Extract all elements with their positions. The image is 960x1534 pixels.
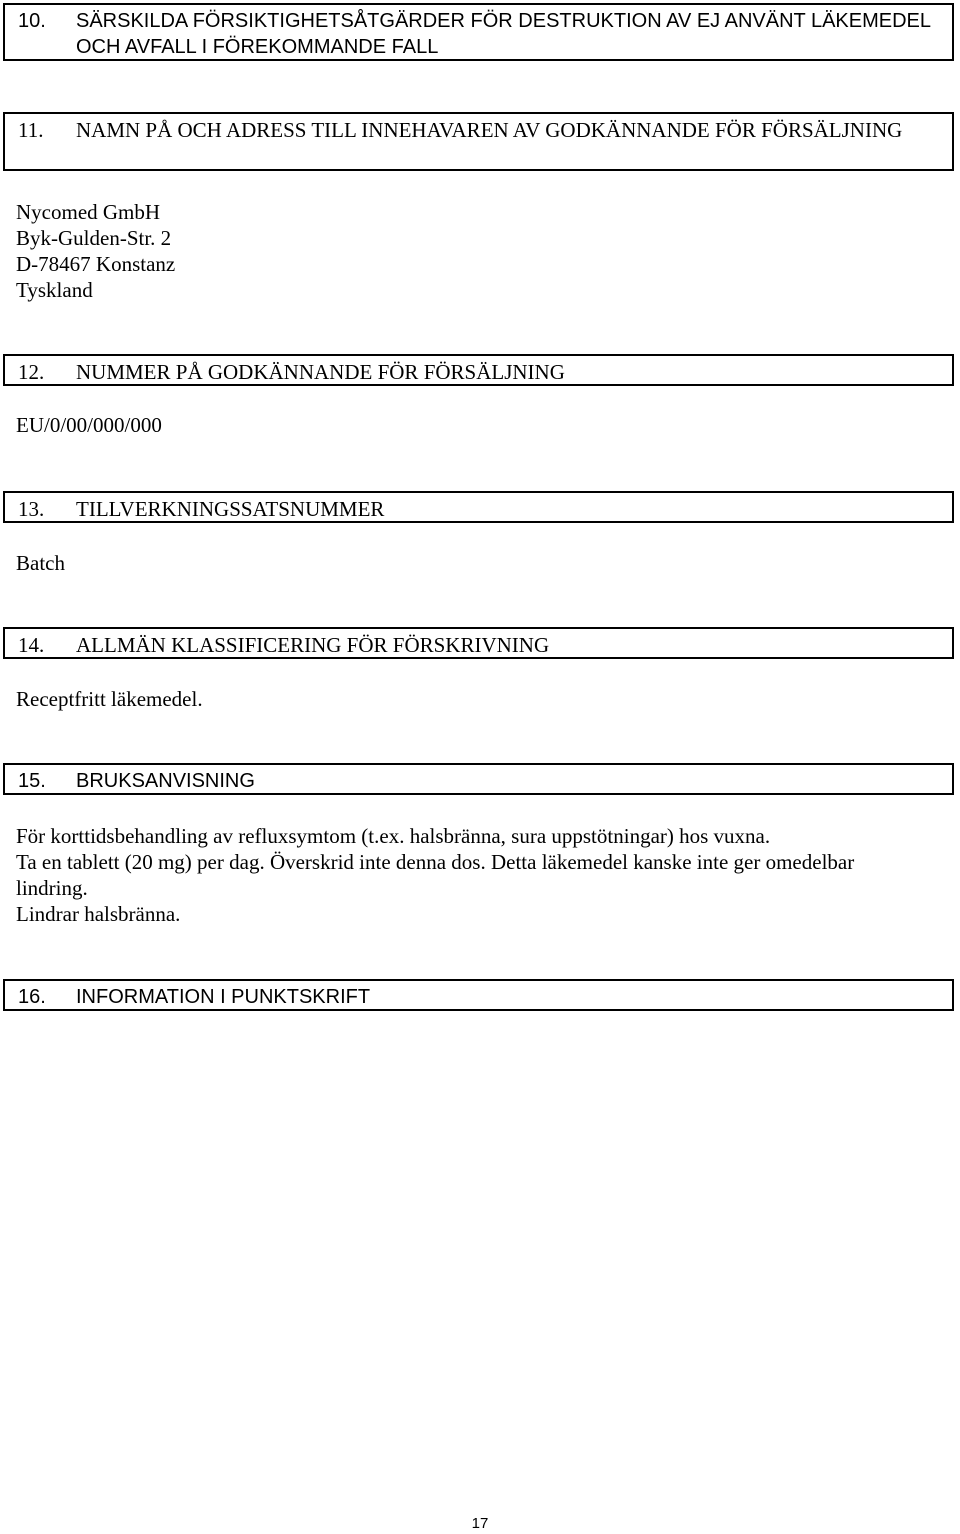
instructions-line-3: lindring.	[16, 876, 88, 900]
section-10-title: SÄRSKILDA FÖRSIKTIGHETSÅTGÄRDER FÖR DESTRUKTION AV EJ ANVÄNT LÄKEMEDEL OCH AVFALL I FÖREKOMMANDE FALL	[76, 10, 931, 58]
section-15-title: BRUKSANVISNING	[76, 770, 255, 792]
authorisation-number: EU/0/00/000/000	[16, 413, 162, 437]
section-13-number: 13.	[18, 497, 45, 521]
section-16-header	[3, 979, 954, 1011]
holder-city: D-78467 Konstanz	[16, 252, 176, 276]
section-12-number: 12.	[18, 360, 45, 384]
section-10-header	[3, 3, 954, 61]
section-11-title: NAMN PÅ OCH ADRESS TILL INNEHAVAREN AV GODKÄNNANDE FÖR FÖRSÄLJNING	[76, 118, 903, 142]
section-14-title: ALLMÄN KLASSIFICERING FÖR FÖRSKRIVNING	[76, 633, 550, 657]
instructions-line-2: Ta en tablett (20 mg) per dag. Överskrid inte denna dos. Detta läkemedel kanske inte ger omedelbar	[16, 850, 855, 874]
section-14-number: 14.	[18, 633, 45, 657]
classification-text: Receptfritt läkemedel.	[16, 687, 203, 711]
holder-name: Nycomed GmbH	[16, 200, 161, 224]
section-11-content	[16, 199, 175, 303]
holder-country: Tyskland	[16, 278, 93, 302]
instructions-line-1: För korttidsbehandling av refluxsymtom (t.ex. halsbränna, sura uppstötningar) hos vuxna.	[16, 824, 771, 848]
holder-street: Byk-Gulden-Str. 2	[16, 226, 172, 250]
section-12-header	[3, 354, 954, 386]
section-10-number: 10.	[18, 10, 46, 32]
batch-label: Batch	[16, 551, 65, 575]
section-12-title: NUMMER PÅ GODKÄNNANDE FÖR FÖRSÄLJNING	[76, 360, 565, 384]
section-12-content	[16, 412, 162, 438]
instructions-line-4: Lindrar halsbränna.	[16, 902, 181, 926]
section-15-number: 15.	[18, 770, 46, 792]
section-16-number: 16.	[18, 986, 46, 1008]
section-14-content	[16, 686, 203, 712]
section-11-header	[3, 112, 954, 171]
section-13-content	[16, 550, 65, 576]
section-13-header	[3, 491, 954, 523]
section-13-title: TILLVERKNINGSSATSNUMMER	[76, 497, 385, 521]
section-15-content	[16, 823, 854, 927]
page-number: 17	[471, 1515, 489, 1532]
section-16-title: INFORMATION I PUNKTSKRIFT	[76, 986, 371, 1008]
section-15-header	[3, 763, 954, 795]
section-14-header	[3, 627, 954, 659]
section-11-number: 11.	[18, 118, 44, 142]
